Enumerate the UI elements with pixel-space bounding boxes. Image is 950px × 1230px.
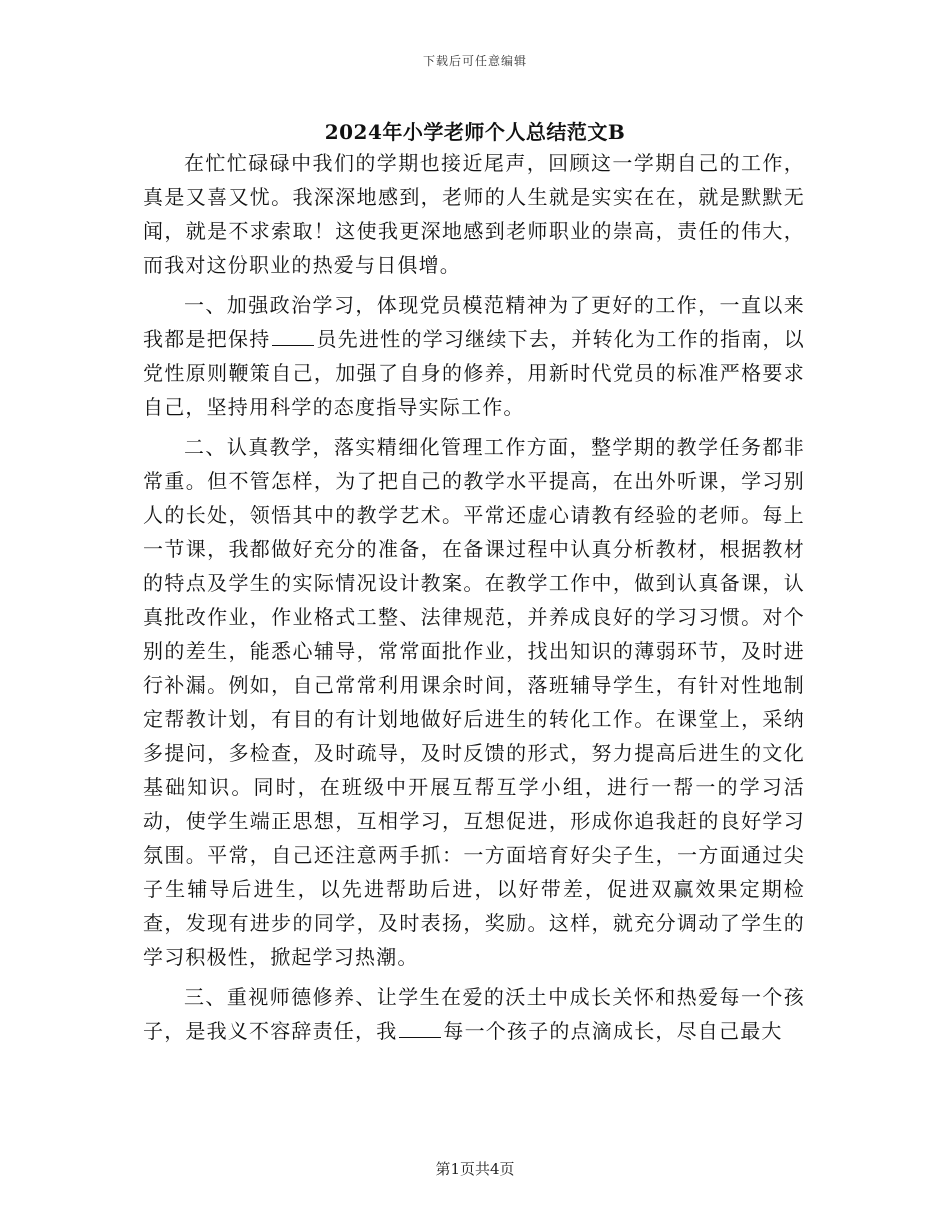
header-note: 下载后可任意编辑 (422, 54, 527, 68)
paragraph-intro: 在忙忙碌碌中我们的学期也接近尾声，回顾这一学期自己的工作，真是又喜又忧。我深深地感到，老师的人生就是实实在在，就是默默无闻，就是不求索取！这使我更深地感到老师职业的崇高，责任的伟大，而我对这份职业的热爱与日俱增。 (143, 151, 805, 277)
document-title: 2024年小学老师个人总结范文B (324, 120, 626, 144)
blank-underline (399, 1019, 441, 1038)
paragraph-text: 三、重视师德修养、让学生在爱的沃土中成长关怀和热爱每一个孩子，是我义不容辞责任，我 (143, 985, 805, 1043)
paragraph-text: 一、加强政治学习，体现党员模范精神为了更好的工作，一直以来我都是把保持 (143, 293, 805, 351)
paragraph-text: 员先进性的学习继续下去，并转化为工作的指南，以党性原则鞭策自己，加强了自身的修养，用新时代党员的标准严格要求自己，坚持用科学的态度指导实际工作。 (143, 327, 805, 419)
page-number-footer: 第1页共4页 (435, 1160, 515, 1178)
document-body (143, 146, 805, 1048)
paragraph-political-study (143, 288, 805, 424)
paragraph-text: 每一个孩子的点滴成长，尽自己最大 (443, 1019, 783, 1043)
blank-underline (272, 327, 314, 346)
paragraph-teaching: 二、认真教学，落实精细化管理工作方面，整学期的教学任务都非常重。但不管怎样，为了把自己的教学水平提高，在出外听课，学习别人的长处，领悟其中的教学艺术。平常还虚心请教有经验的老师。每上一节课，我都做好充分的准备，在备课过程中认真分析教材，根据教材的特点及学生的实际情况设计教案。在教学工作中，做到认真备课，认真批改作业，作业格式工整、法律规范，并养成良好的学习习惯。对个别的差生，能悉心辅导，常常面批作业，找出知识的薄弱环节，及时进行补漏。例如，自己常常利用课余时间，落班辅导学生，有针对性地制定帮教计划，有目的有计划地做好后进生的转化工作。在课堂上，采纳多提问，多检查，及时疏导，及时反馈的形式，努力提高后进生的文化基础知识。同时，在班级中开展互帮互学小组，进行一帮一的学习活动，使学生端正思想，互相学习，互想促进，形成你追我赶的良好学习氛围。平常，自己还注意两手抓：一方面培育好尖子生，一方面通过尖子生辅导后进生，以先进帮助后进，以好带差，促进双赢效果定期检查，发现有进步的同学，及时表扬，奖励。这样，就充分调动了学生的学习积极性，掀起学习热潮。 (143, 435, 805, 969)
paragraph-ethics (143, 980, 805, 1048)
